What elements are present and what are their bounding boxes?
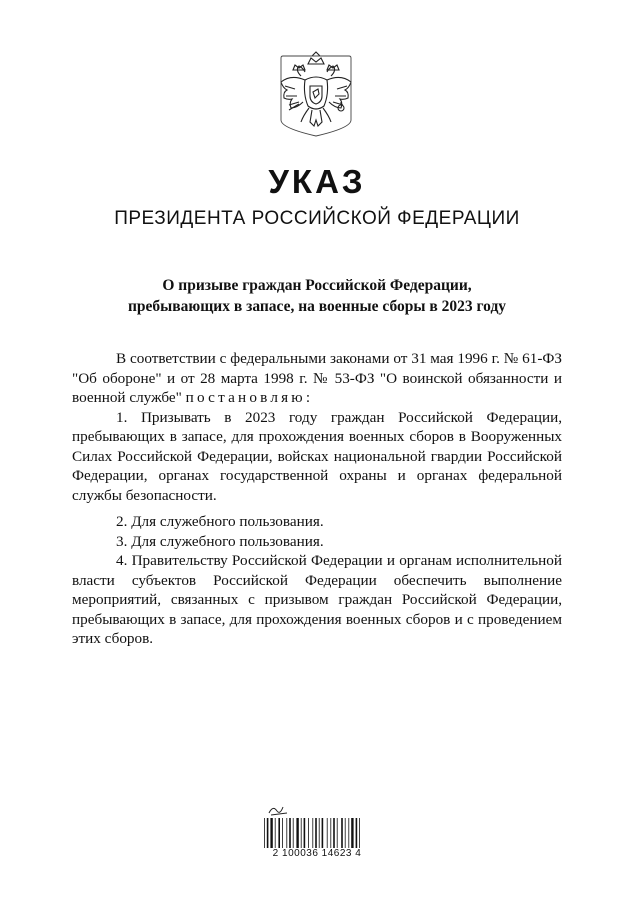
decree-subtitle: ПРЕЗИДЕНТА РОССИЙСКОЙ ФЕДЕРАЦИИ bbox=[114, 208, 520, 229]
barcode-bar bbox=[264, 818, 265, 848]
barcode-bar bbox=[356, 818, 358, 848]
decree-word: постановляю: bbox=[185, 389, 314, 406]
barcode-bar bbox=[345, 818, 346, 848]
barcode-bar bbox=[348, 818, 349, 848]
heading-line: О призыве граждан Российской Федерации, bbox=[162, 277, 472, 294]
barcode-bar bbox=[330, 818, 331, 848]
item-4: 4. Правительству Российской Федерации и органам исполнительной власти субъектов Российской Федерации обеспечить выполнение мероприятий, связанных с призывом граждан Российской Федерации, пребывающих в запасе, для прохождения военных сборов и с проведением этих сборов. bbox=[72, 552, 562, 647]
barcode-bar bbox=[286, 818, 287, 848]
barcode-bar bbox=[267, 818, 269, 848]
barcode-bar bbox=[282, 818, 283, 848]
handwritten-mark-icon bbox=[267, 803, 289, 817]
preamble-text: В соответствии с федеральными законами от 31 мая 1996 г. № 61-ФЗ "Об обороне" и от 28 марта 1998 г. № 53-ФЗ "О воинской обязанности и военной службе" bbox=[72, 350, 562, 406]
decree-heading bbox=[60, 275, 574, 317]
barcode-bar bbox=[289, 818, 291, 848]
barcode-bar bbox=[270, 818, 272, 848]
barcode-bar bbox=[293, 818, 294, 848]
barcode-bar bbox=[312, 818, 313, 848]
barcode-bar bbox=[308, 818, 309, 848]
coat-of-arms-icon bbox=[275, 50, 357, 138]
preamble-paragraph bbox=[72, 349, 562, 408]
barcode-bar bbox=[319, 818, 320, 848]
barcode-bar bbox=[322, 818, 324, 848]
barcode-bar bbox=[337, 818, 338, 848]
barcode-bar bbox=[351, 818, 353, 848]
item-2: 2. Для служебного пользования. bbox=[116, 513, 324, 530]
heading-line: пребывающих в запасе, на военные сборы в 2023 году bbox=[127, 298, 507, 315]
item-3: 3. Для служебного пользования. bbox=[116, 532, 324, 550]
barcode-bar bbox=[315, 818, 317, 848]
barcode-bar bbox=[278, 818, 280, 848]
item-1: 1. Призывать в 2023 году граждан Российской Федерации, пребывающих в запасе, для прохождения военных сборов в Вооруженных Силах Российской Федерации, войсках национальной гвардии Российской Федерации, органах государственной охраны и органах федеральной службы безопасности. bbox=[72, 408, 562, 504]
barcode-bar bbox=[296, 818, 298, 848]
decree-body bbox=[72, 349, 562, 649]
barcode-bar bbox=[359, 818, 360, 848]
barcode-icon bbox=[262, 818, 362, 848]
barcode-number: 2 100036 14623 4 bbox=[272, 848, 362, 859]
barcode-bar bbox=[304, 818, 306, 848]
barcode-bar bbox=[327, 818, 328, 848]
barcode-bar bbox=[301, 818, 302, 848]
decree-title: УКАЗ bbox=[268, 163, 366, 200]
barcode-bar bbox=[333, 818, 335, 848]
barcode-bar bbox=[341, 818, 343, 848]
barcode-bar bbox=[275, 818, 276, 848]
